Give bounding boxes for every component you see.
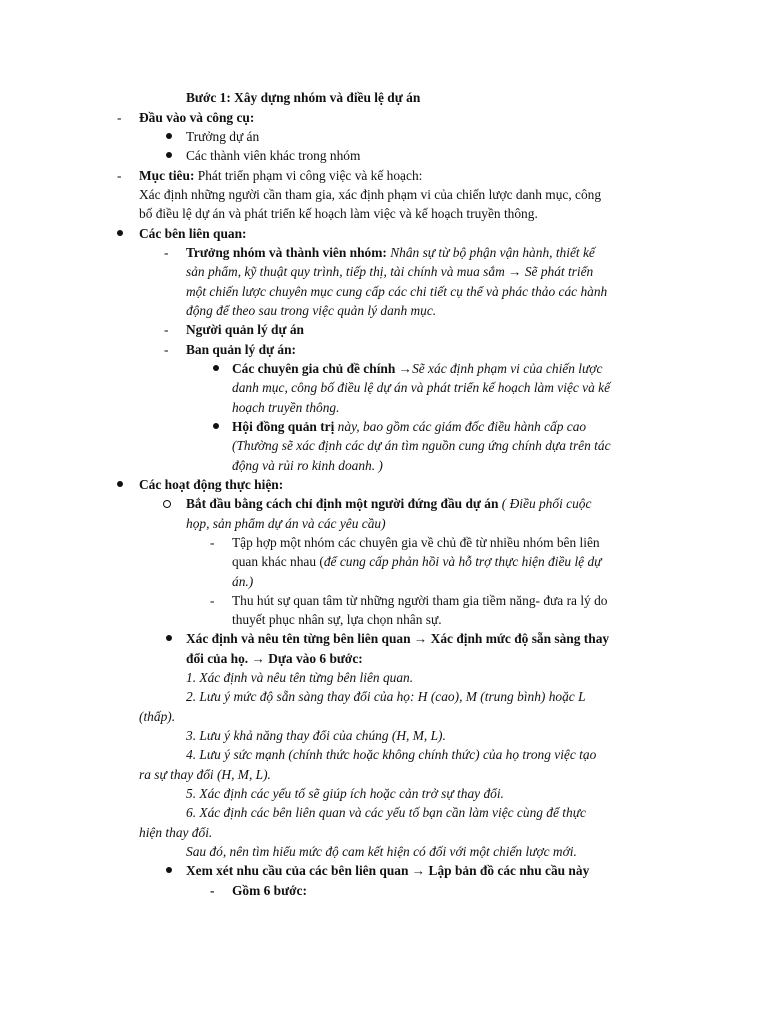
directors-text: này, bao gồm các giám đốc điều hành cấp cao <box>334 419 587 434</box>
step-item: 5. Xác định các yếu tố sẽ giúp ích hoặc cản trở sự thay đổi. <box>186 786 504 801</box>
directors-label: Hội đồng quản trị <box>232 419 335 434</box>
team-lead-text: Nhân sự từ bộ phận vận hành, thiết kế <box>386 245 595 260</box>
project-board: Ban quản lý dự án: <box>186 342 297 357</box>
dash-bullet: - <box>210 883 215 898</box>
step-item: 3. Lưu ý khả năng thay đổi của chúng (H, M, L). <box>186 728 446 743</box>
step-note: Sau đó, nên tìm hiểu mức độ cam kết hiện có đối với một chiến lược mới. <box>186 844 577 859</box>
gather-text: quan khác nhau ( <box>232 554 324 569</box>
gather-line <box>232 552 601 571</box>
dash-bullet: - <box>210 535 215 550</box>
step-item: 1. Xác định và nêu tên từng bên liên quan. <box>186 670 414 685</box>
bullet-circle <box>163 500 171 508</box>
dash-bullet: - <box>164 245 169 260</box>
project-manager: Người quản lý dự án <box>186 322 305 337</box>
step-item: ra sự thay đổi (H, M, L). <box>139 767 271 782</box>
experts-label: Các chuyên gia chủ đề chính → <box>232 361 413 376</box>
goal-text: bố điều lệ dự án và phát triển kế hoạch làm việc và kế hoạch truyền thông. <box>139 206 538 221</box>
inputs-heading: Đầu vào và công cụ: <box>139 110 255 125</box>
experts-text: danh mục, công bố điều lệ dự án và phát triển kế hoạch làm việc và kế <box>232 380 611 395</box>
goal-heading-rest: Phát triển phạm vi công việc và kế hoạch: <box>194 168 423 183</box>
activities-heading: Các hoạt động thực hiện: <box>139 477 284 492</box>
bullet-dot <box>213 423 219 429</box>
bullet-dot <box>166 635 172 641</box>
step-item: 6. Xác định các bên liên quan và các yếu tố bạn cần làm việc cùng để thực <box>186 805 586 820</box>
directors-text: động và rủi ro kinh doanh. ) <box>232 458 383 473</box>
team-lead-label: Trưởng nhóm và thành viên nhóm: <box>186 245 387 260</box>
team-lead-text: sản phẩm, kỹ thuật quy trình, tiếp thị, tài chính và mua sắm → Sẽ phát triển <box>186 264 594 279</box>
bullet-dot <box>166 152 172 158</box>
step-item: hiện thay đổi. <box>139 825 213 840</box>
page-title: Bước 1: Xây dựng nhóm và điều lệ dự án <box>186 90 421 105</box>
gather-text-italic: để cung cấp phản hồi và hỗ trợ thực hiện điều lệ dự <box>323 554 602 569</box>
start-text: họp, sản phẩm dự án và các yêu cầu) <box>186 516 386 531</box>
directors-line <box>232 417 586 436</box>
gather-text: Tập hợp một nhóm các chuyên gia về chủ đề từ nhiều nhóm bên liên <box>232 535 600 550</box>
goal-text: Xác định những người cần tham gia, xác định phạm vi của chiến lược danh mục, công <box>139 187 602 202</box>
step-item: 2. Lưu ý mức độ sẵn sàng thay đổi của họ: H (cao), M (trung bình) hoặc L <box>186 689 586 704</box>
step-item: (thấp). <box>139 709 176 724</box>
experts-text: Sẽ xác định phạm vi của chiến lược <box>412 361 603 376</box>
bullet-dot <box>166 867 172 873</box>
inputs-item-1: Trưởng dự án <box>186 129 260 144</box>
bullet-dot <box>213 365 219 371</box>
start-line <box>186 494 591 513</box>
needs-heading: Xem xét nhu cầu của các bên liên quan → Lập bản đồ các nhu cầu này <box>186 863 590 878</box>
bullet-dot <box>166 133 172 139</box>
team-lead-line <box>186 243 595 262</box>
bullet-dot <box>117 230 123 236</box>
six-steps-heading: Gồm 6 bước: <box>232 883 307 898</box>
stakeholders-heading: Các bên liên quan: <box>139 226 247 241</box>
identify-heading: đổi của họ. → Dựa vào 6 bước: <box>186 651 363 666</box>
team-lead-text: một chiến lược chuyên mục cung cấp các chi tiết cụ thể và phác thảo các hành <box>186 284 608 299</box>
bullet-dot <box>117 481 123 487</box>
identify-heading: Xác định và nêu tên từng bên liên quan → Xác định mức độ sẵn sàng thay <box>186 631 610 646</box>
dash-bullet: - <box>117 168 122 183</box>
start-text: ( Điều phối cuộc <box>498 496 592 511</box>
directors-text: (Thường sẽ xác định các dự án tìm nguồn cung ứng chính dựa trên tác <box>232 438 611 453</box>
dash-bullet: - <box>210 593 215 608</box>
start-label: Bắt đầu bằng cách chỉ định một người đứng đầu dự án <box>186 496 499 511</box>
experts-text: hoạch truyền thông. <box>232 400 340 415</box>
attract-text: thuyết phục nhân sự, lựa chọn nhân sự. <box>232 612 442 627</box>
gather-text-italic: án.) <box>232 574 254 589</box>
goal-heading: Mục tiêu: <box>139 168 195 183</box>
step-item: 4. Lưu ý sức mạnh (chính thức hoặc không chính thức) của họ trong việc tạo <box>186 747 597 762</box>
dash-bullet: - <box>164 342 169 357</box>
dash-bullet: - <box>117 110 122 125</box>
attract-text: Thu hút sự quan tâm từ những người tham gia tiềm năng- đưa ra lý do <box>232 593 608 608</box>
dash-bullet: - <box>164 322 169 337</box>
goal-heading-line <box>139 166 422 185</box>
team-lead-text: động để theo sau trong việc quản lý danh mục. <box>186 303 437 318</box>
experts-line <box>232 359 602 378</box>
inputs-item-2: Các thành viên khác trong nhóm <box>186 148 361 163</box>
